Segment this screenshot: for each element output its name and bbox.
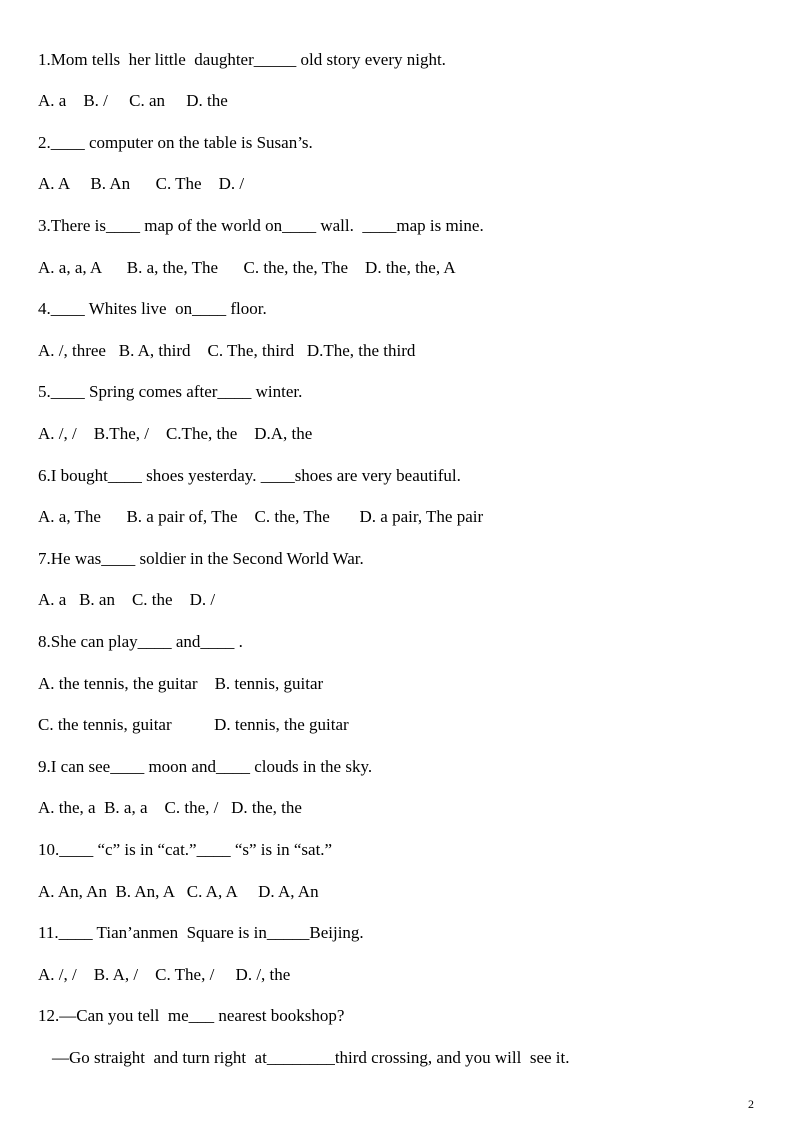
question-5: 5.____ Spring comes after____ winter. — [38, 382, 303, 401]
question-6-options: A. a, The B. a pair of, The C. the, The D. a pair, The pair — [38, 507, 484, 526]
question-2: 2.____ computer on the table is Susan’s. — [38, 133, 313, 152]
question-9-options: A. the, a B. a, a C. the, / D. the, the — [38, 798, 302, 817]
question-3-options: A. a, a, A B. a, the, The C. the, the, The D. the, the, A — [38, 258, 456, 277]
question-4-options: A. /, three B. A, third C. The, third D.The, the third — [38, 341, 416, 360]
question-7-options: A. a B. an C. the D. / — [38, 590, 216, 609]
question-12-response: —Go straight and turn right at________third crossing, and you will see it. — [52, 1048, 570, 1067]
question-8-options-row-2: C. the tennis, guitar D. tennis, the guitar — [38, 715, 349, 734]
question-12: 12.—Can you tell me___ nearest bookshop? — [38, 1006, 345, 1025]
question-3: 3.There is____ map of the world on____ wall. ____map is mine. — [38, 216, 484, 235]
question-11: 11.____ Tian’anmen Square is in_____Beijing. — [38, 923, 364, 942]
question-1: 1.Mom tells her little daughter_____ old story every night. — [38, 50, 446, 69]
question-4: 4.____ Whites live on____ floor. — [38, 299, 267, 318]
question-9: 9.I can see____ moon and____ clouds in the sky. — [38, 757, 373, 776]
question-7: 7.He was____ soldier in the Second World War. — [38, 549, 364, 568]
question-1-options: A. a B. / C. an D. the — [38, 91, 228, 110]
question-10-options: A. An, An B. An, A C. A, A D. A, An — [38, 882, 319, 901]
question-5-options: A. /, / B.The, / C.The, the D.A, the — [38, 424, 313, 443]
page-number: 2 — [748, 1097, 754, 1111]
question-6: 6.I bought____ shoes yesterday. ____shoes are very beautiful. — [38, 466, 461, 485]
question-11-options: A. /, / B. A, / C. The, / D. /, the — [38, 965, 291, 984]
question-10: 10.____ “c” is in “cat.”____ “s” is in “sat.” — [38, 840, 333, 859]
question-2-options: A. A B. An C. The D. / — [38, 174, 245, 193]
question-8: 8.She can play____ and____ . — [38, 632, 243, 651]
question-8-options-row-1: A. the tennis, the guitar B. tennis, guitar — [38, 674, 324, 693]
